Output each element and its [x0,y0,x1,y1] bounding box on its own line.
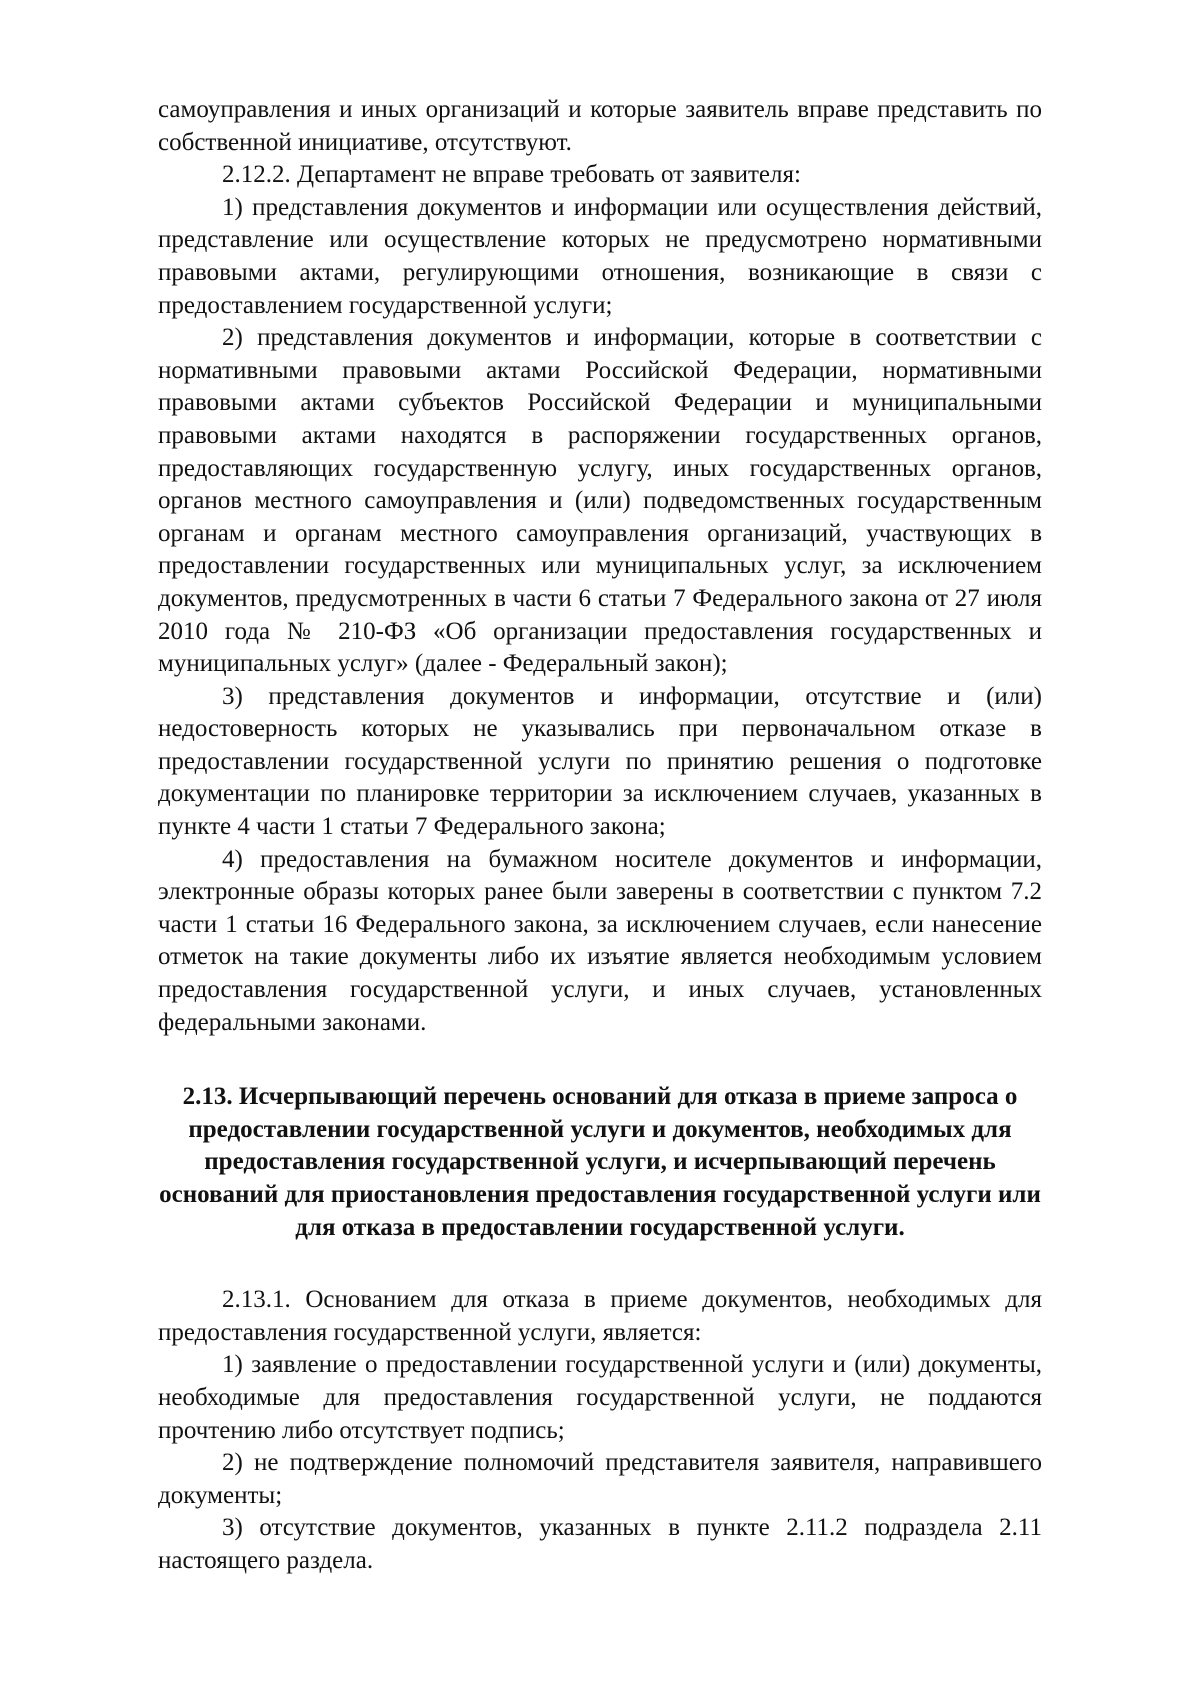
list-item-1: 1) заявление о предоставлении государственной услуги и (или) документы, необходимые для предоставления государственной услуги, не поддаются прочтению либо отсутствует подпись; [158,1351,1042,1444]
list-item-3: 3) представления документов и информации, отсутствие и (или) недостоверность которых не указывались при первоначальном отказе в предоставлении государственной услуги по принятию решения о подготовке документации по планировке территории за исключением случаев, указанных в пункте 4 части 1 статьи 7 Федерального закона; [158,682,1042,841]
list-item-2: 2) не подтверждение полномочий представителя заявителя, направившего документы; [158,1449,1042,1509]
document-body [158,94,1042,1578]
list-item-3: 3) отсутствие документов, указанных в пункте 2.11.2 подраздела 2.11 настоящего раздела. [158,1514,1042,1574]
section-heading-2-13: 2.13. Исчерпывающий перечень оснований для отказа в приеме запроса о предоставлении государственной услуги и документов, необходимых для предоставления государственной услуги, и исчерпывающий перечень оснований для приостановления предоставления государственной услуги или для отказа в предоставлении государственной услуги. [159,1083,1041,1241]
paragraph-2-13-1: 2.13.1. Основанием для отказа в приеме документов, необходимых для предоставления государственной услуги, является: [158,1286,1042,1346]
list-item-2: 2) представления документов и информации, которые в соответствии с нормативными правовыми актами Российской Федерации, нормативными правовыми актами субъектов Российской Федерации и муниципальными правовыми актами находятся в распоряжении государственных органов, предоставляющих государственную услугу, иных государственных органов, органов местного самоуправления и (или) подведомственных государственным органам и органам местного самоуправления организаций, участвующих в предоставлении государственных или муниципальных услуг, за исключением документов, предусмотренных в части 6 статьи 7 Федерального закона от 27 июля 2010 года № 210-ФЗ «Об организации предоставления государственных и муниципальных услуг» (далее - Федеральный закон); [158,324,1042,678]
list-item-1: 1) представления документов и информации или осуществления действий, представление или осуществление которых не предусмотрено нормативными правовыми актами, регулирующими отношения, возникающие в связи с предоставлением государственной услуги; [158,193,1042,319]
paragraph-2-12-2: 2.12.2. Департамент не вправе требовать от заявителя: [222,161,801,189]
paragraph-continuation: самоуправления и иных организаций и которые заявитель вправе представить по собственной инициативе, отсутствуют. [158,96,1042,156]
list-item-4: 4) предоставления на бумажном носителе документов и информации, электронные образы которых ранее были заверены в соответствии с пунктом 7.2 части 1 статьи 16 Федерального закона, за исключением случаев, если нанесение отметок на такие документы либо их изъятие является необходимым условием предоставления государственной услуги, и иных случаев, установленных федеральными законами. [158,845,1042,1036]
